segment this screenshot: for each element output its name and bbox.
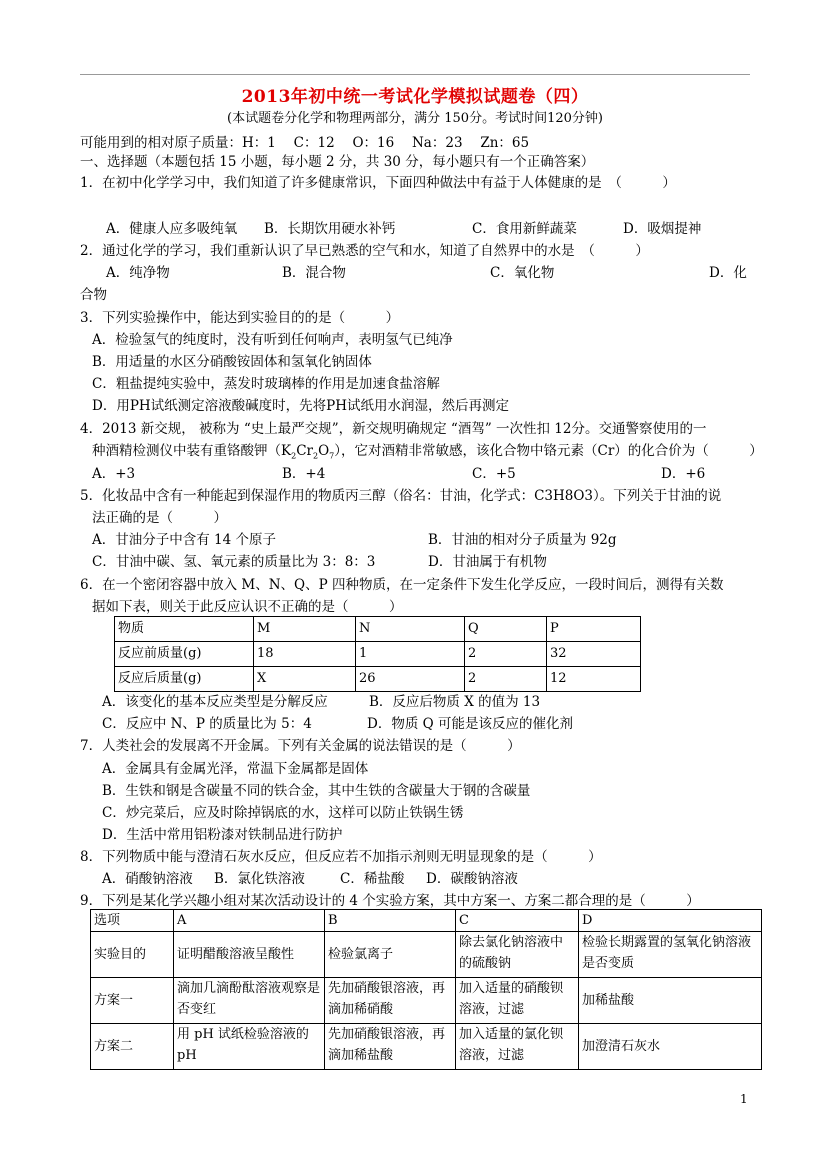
q1-option-a: A．健康人应多吸纯氧	[106, 221, 238, 237]
q5-option-c: C．甘油中碳、氢、氧元素的质量比为 3：8：3	[92, 554, 376, 570]
q4-sub-2: 2	[312, 451, 319, 461]
table-cell: 加入适量的硝酸钡溶液，过滤	[456, 978, 579, 1024]
q6-option-b: B．反应后物质 X 的值为 13	[369, 694, 541, 710]
table-cell: 反应前质量(g)	[115, 642, 254, 667]
q2-option-a: A．纯净物	[106, 265, 170, 281]
q3-option-c: C．粗盐提纯实验中，蒸发时玻璃棒的作用是加速食盐溶解	[92, 376, 440, 392]
table-cell: 实验目的	[91, 932, 174, 978]
question-1-stem: 1．在初中化学学习中，我们知道了许多健康常识，下面四种做法中有益于人体健康的是 （ ）	[80, 175, 676, 191]
table-cell: 18	[254, 642, 356, 667]
table-cell: 选项	[91, 910, 174, 932]
table-row	[115, 617, 641, 642]
q7-option-c: C．炒完菜后，应及时除掉锅底的水，这样可以防止铁锅生锈	[102, 805, 464, 821]
q1-option-d: D．吸烟提神	[623, 221, 702, 237]
table-cell: 证明醋酸溶液呈酸性	[174, 932, 325, 978]
table-cell: 32	[547, 642, 641, 667]
q3-option-a: A．检验氢气的纯度时，没有听到任何响声，表明氢气已纯净	[92, 332, 453, 348]
table-cell: P	[547, 617, 641, 642]
q4-option-a: A．+3	[92, 466, 136, 482]
q4-text-d: ），它对酒精非常敏感，该化合物中铬元素（Cr）的化合价为（ ）	[334, 443, 763, 459]
table-cell: 用 pH 试纸检验溶液的 pH	[174, 1024, 325, 1070]
q3-option-b: B．用适量的水区分硝酸铵固体和氢氧化钠固体	[92, 354, 372, 370]
exam-subtitle: (本试题卷分化学和物理两部分，满分 150分。考试时间120分钟)	[227, 111, 603, 126]
table-cell: 先加硝酸银溶液，再滴加稀硝酸	[325, 978, 456, 1024]
q1-option-c: C．食用新鲜蔬菜	[472, 221, 577, 237]
q4-option-d: D．+6	[661, 466, 706, 482]
table-cell: 除去氯化钠溶液中的硫酸钠	[456, 932, 579, 978]
q9-plan-table	[90, 909, 762, 1070]
question-9-stem: 9．下列是某化学兴趣小组对某次活动设计的 4 个实验方案，其中方案一、方案二都合理的是（ ）	[80, 893, 700, 909]
q8-option-a: A．硝酸钠溶液	[102, 871, 193, 887]
question-4-stem-line1: 4．2013 新交规， 被称为 “史上最严交规”，新交规明确规定 “酒驾” 一次性扣 12分。交通警察使用的一	[80, 421, 707, 437]
question-3-stem: 3．下列实验操作中，能达到实验目的的是（ ）	[80, 310, 400, 326]
question-7-stem: 7．人类社会的发展离不开金属。下列有关金属的说法错误的是（ ）	[80, 738, 521, 754]
q8-option-c: C．稀盐酸	[340, 871, 405, 887]
table-cell: 加澄清石灰水	[579, 1024, 762, 1070]
q6-data-table	[114, 616, 641, 692]
table-cell: 检验长期露置的氢氧化钠溶液是否变质	[579, 932, 762, 978]
question-2-stem: 2．通过化学的学习，我们重新认识了早已熟悉的空气和水，知道了自然界中的水是 （ ）	[80, 243, 649, 259]
q4-option-b: B．+4	[282, 466, 326, 482]
header-rule	[80, 74, 750, 75]
table-cell: 加稀盐酸	[579, 978, 762, 1024]
q6-option-c: C．反应中 N、P 的质量比为 5：4	[102, 716, 312, 732]
q7-option-d: D．生活中常用铝粉漆对铁制品进行防护	[102, 827, 343, 843]
table-cell: 2	[465, 642, 547, 667]
table-cell: 2	[465, 667, 547, 692]
table-row	[115, 667, 641, 692]
table-cell: 滴加几滴酚酞溶液观察是否变红	[174, 978, 325, 1024]
q1-option-b: B．长期饮用硬水补钙	[264, 221, 396, 237]
q3-option-d: D．用PH试纸测定溶液酸碱度时，先将PH试纸用水润湿，然后再测定	[92, 398, 510, 414]
q2-option-d: D．化	[709, 265, 747, 281]
q6-option-d: D．物质 Q 可能是该反应的催化剂	[367, 716, 573, 732]
question-8-stem: 8．下列物质中能与澄清石灰水反应，但反应若不加指示剂则无明显现象的是（ ）	[80, 849, 602, 865]
table-cell: X	[254, 667, 356, 692]
q2-option-c: C．氧化物	[490, 265, 555, 281]
page-number: 1	[740, 1092, 748, 1106]
question-5-stem-line2: 法正确的是（ ）	[92, 510, 227, 526]
q5-option-a: A．甘油分子中含有 14 个原子	[92, 532, 277, 548]
table-cell: B	[325, 910, 456, 932]
table-cell: 先加硝酸银溶液，再滴加稀盐酸	[325, 1024, 456, 1070]
q5-option-d: D．甘油属于有机物	[428, 554, 547, 570]
table-cell: 检验氯离子	[325, 932, 456, 978]
table-cell: 方案一	[91, 978, 174, 1024]
table-cell: 方案二	[91, 1024, 174, 1070]
table-cell: 加入适量的氯化钡溶液，过滤	[456, 1024, 579, 1070]
table-row	[91, 932, 762, 978]
q4-text-c: O	[318, 443, 330, 459]
q2-option-b: B．混合物	[282, 265, 346, 281]
q6-option-a: A．该变化的基本反应类型是分解反应	[102, 694, 328, 710]
atomic-masses: 可能用到的相对原子质量：H：1 C：12 O：16 Na：23 Zn：65	[80, 135, 530, 151]
table-cell: 26	[356, 667, 465, 692]
q7-option-b: B．生铁和钢是含碳量不同的铁合金，其中生铁的含碳量大于钢的含碳量	[102, 783, 531, 799]
exam-title: 2013年初中统一考试化学模拟试题卷（四）	[241, 87, 589, 107]
table-row	[91, 1024, 762, 1070]
q8-option-b: B．氯化铁溶液	[214, 871, 305, 887]
table-cell: C	[456, 910, 579, 932]
question-5-stem-line1: 5．化妆品中含有一种能起到保湿作用的物质丙三醇（俗名：甘油，化学式：C3H8O3）。下列关于甘油的说	[80, 488, 722, 504]
table-cell: 12	[547, 667, 641, 692]
q5-option-b: B．甘油的相对分子质量为 92g	[428, 532, 617, 548]
table-cell: M	[254, 617, 356, 642]
q8-option-d: D．碳酸钠溶液	[426, 871, 518, 887]
question-4-stem-line2	[92, 439, 763, 461]
q4-text-b: Cr	[296, 443, 313, 459]
table-cell: D	[579, 910, 762, 932]
table-cell: 反应后质量(g)	[115, 667, 254, 692]
table-cell: Q	[465, 617, 547, 642]
q7-option-a: A．金属具有金属光泽，常温下金属都是固体	[102, 761, 369, 777]
q4-text-a: 种酒精检测仪中装有重铬酸钾（K	[92, 443, 292, 459]
section-heading: 一、选择题（本题包括 15 小题，每小题 2 分，共 30 分，每小题只有一个正确答案）	[80, 154, 595, 170]
table-row	[115, 642, 641, 667]
table-row	[91, 910, 762, 932]
table-cell: 物质	[115, 617, 254, 642]
table-cell: A	[174, 910, 325, 932]
q4-sub-3: 7	[329, 451, 335, 461]
q2-option-d-continued: 合物	[80, 287, 107, 303]
table-cell: N	[356, 617, 465, 642]
question-6-stem-line1: 6．在一个密闭容器中放入 M、N、Q、P 四种物质，在一定条件下发生化学反应，一段时间后，测得有关数	[80, 577, 724, 593]
table-cell: 1	[356, 642, 465, 667]
question-6-stem-line2: 据如下表，则关于此反应认识不正确的是（ ）	[92, 599, 403, 615]
q4-option-c: C．+5	[472, 466, 516, 482]
q4-sub-1: 2	[291, 451, 297, 461]
table-row	[91, 978, 762, 1024]
